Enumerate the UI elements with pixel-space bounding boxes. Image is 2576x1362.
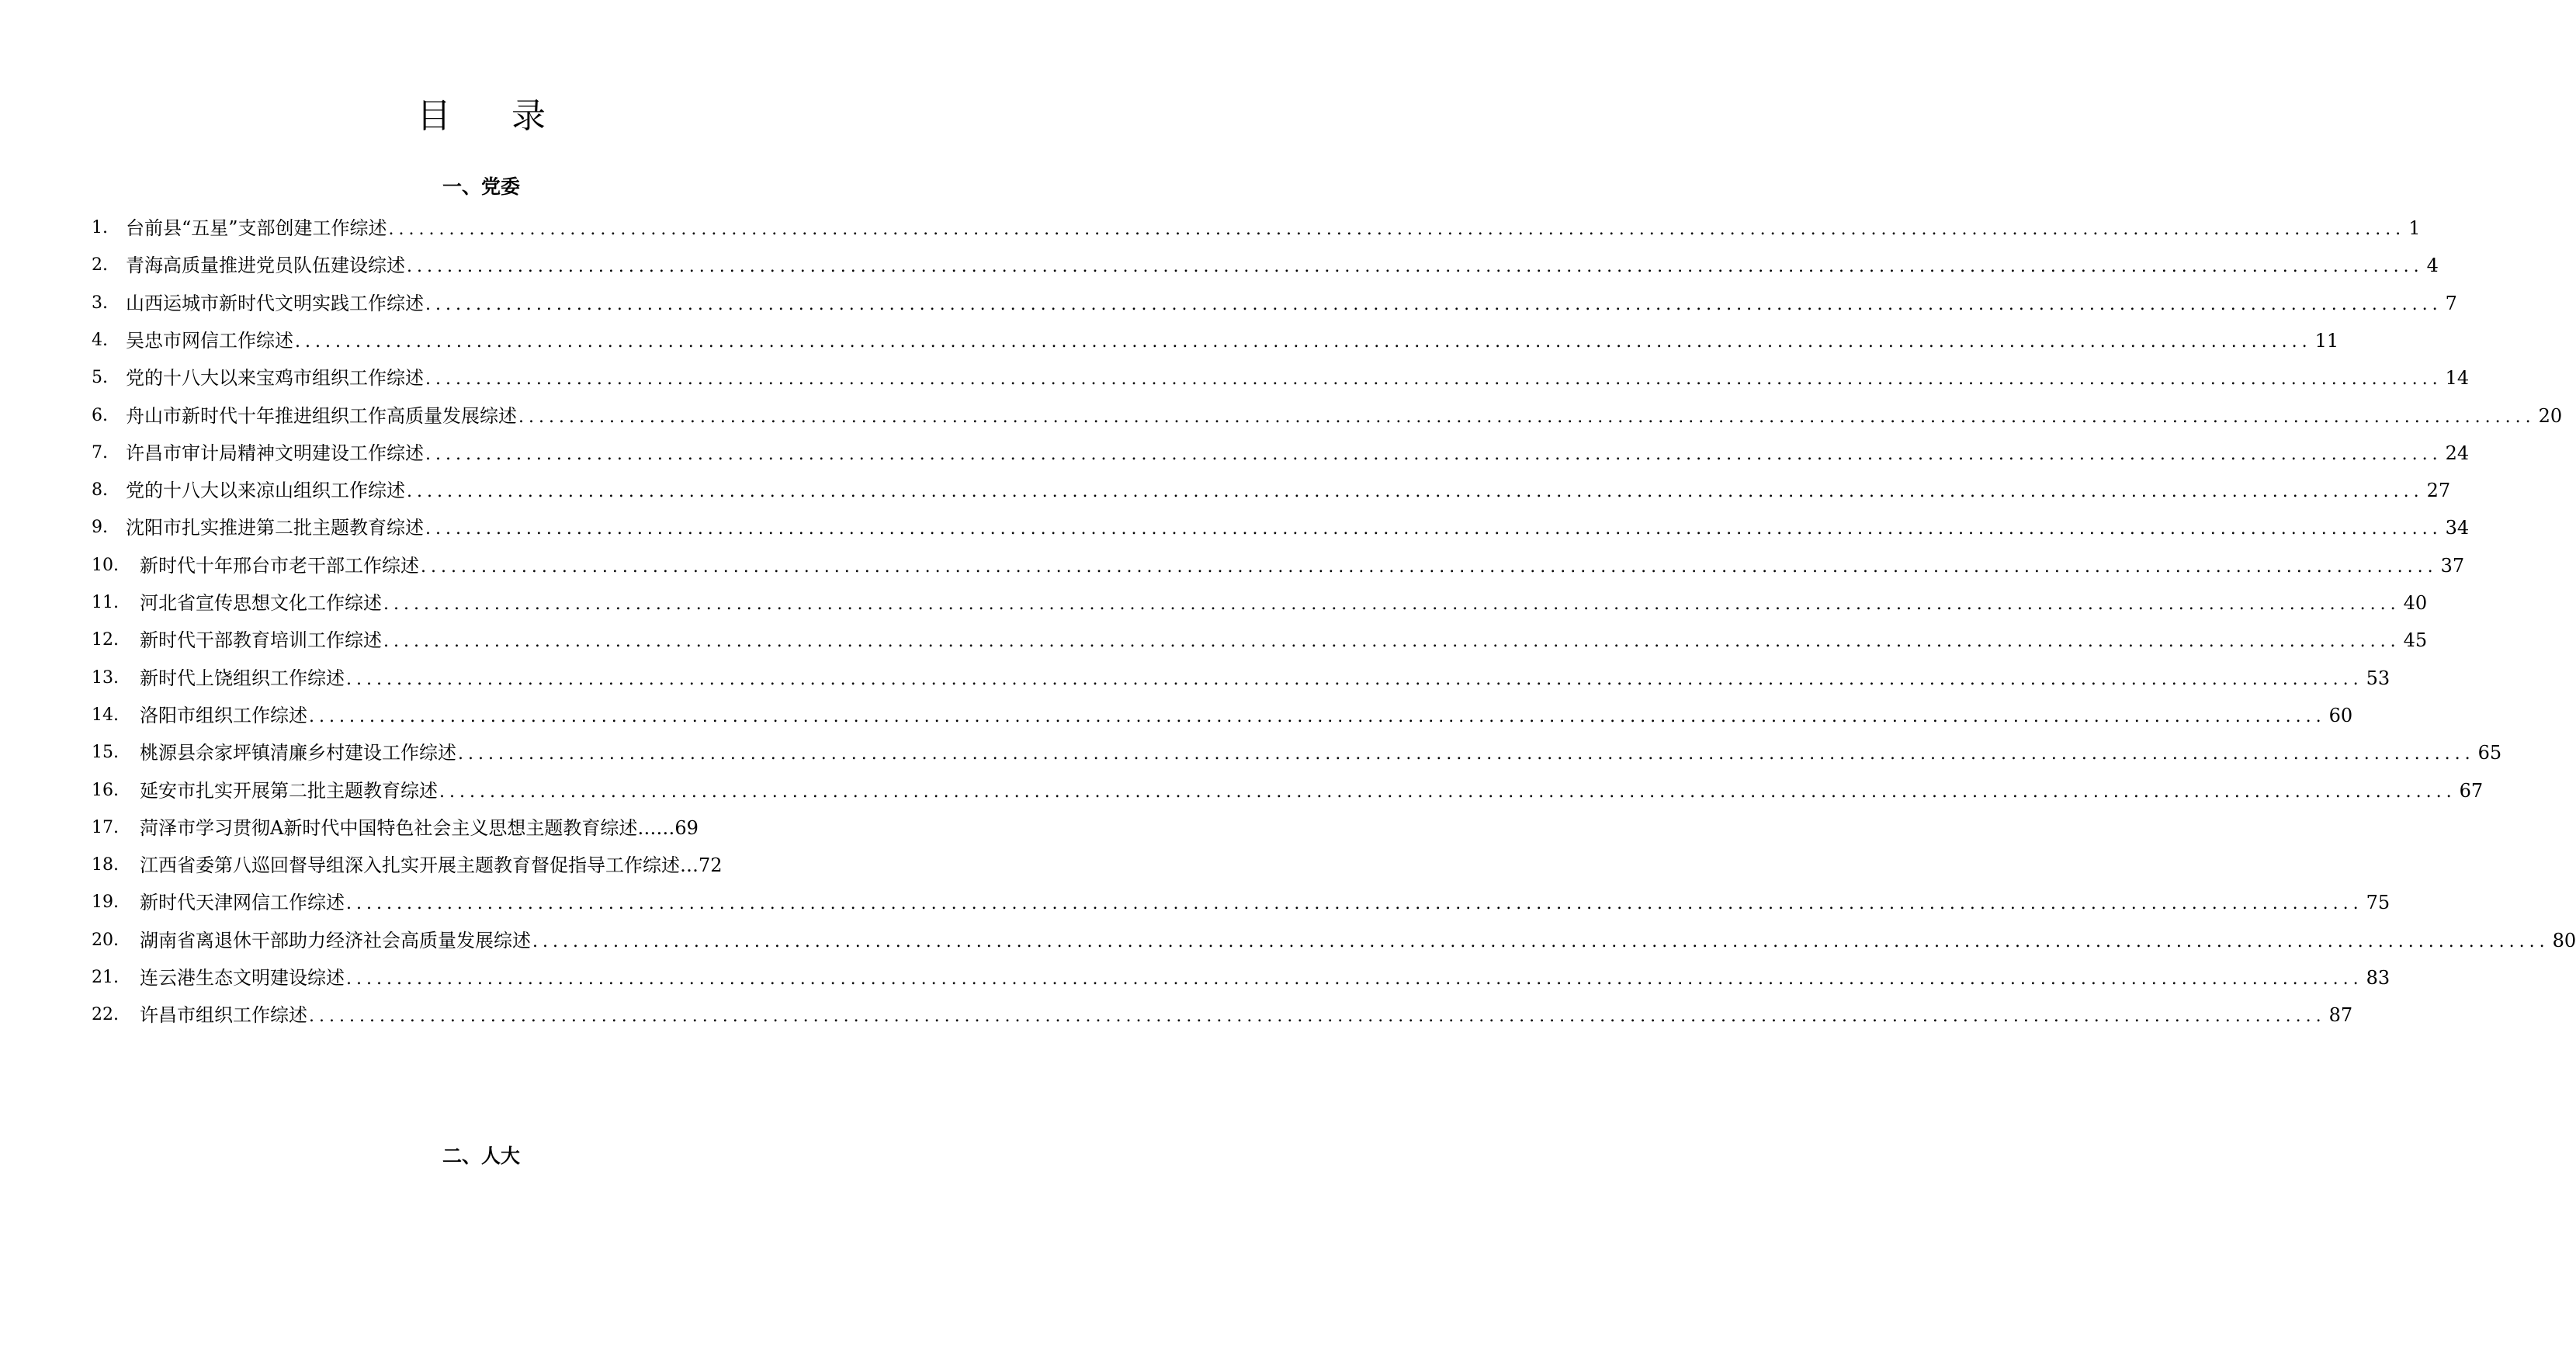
toc-entry-number: 15. [92,743,119,763]
toc-entry-title: 延安市扎实开展第二批主题教育综述 [140,779,438,802]
toc-entry-page-number: 83 [2366,967,2391,989]
toc-entry-line [140,887,2391,920]
toc-dot-leader: ........................................................................................................................................................................................................ [425,294,2443,314]
toc-dot-leader: ........................................................................................................................................................................................................ [439,782,2456,802]
toc-entry[interactable] [0,625,2428,656]
toc-dot-leader: ........................................................................................................................................................................................................ [346,669,2363,689]
toc-entry-line [126,400,2563,433]
toc-entry-title: 党的十八大以来宝鸡市组织工作综述 [126,367,424,390]
toc-entry[interactable] [0,550,2465,581]
toc-entry-title: 舟山市新时代十年推进组织工作高质量发展综述 [126,404,517,427]
toc-dot-leader: ........................................................................................................................................................................................................ [425,369,2443,390]
toc-entry[interactable] [0,887,2391,918]
toc-entry-line [140,813,699,844]
toc-entry-line [140,587,2428,620]
toc-entry-page-number: 34 [2445,517,2470,539]
toc-entry-number: 7. [92,442,108,463]
toc-entry-line [126,438,2470,470]
toc-entry[interactable] [0,850,962,881]
toc-dot-leader: ........................................................................................................................................................................................................ [458,744,2475,764]
section-heading-party-committee: 一、党委 [442,175,520,198]
toc-dot-leader: ........................................................................................................................................................................................................ [346,969,2363,989]
toc-entry[interactable] [0,288,2457,319]
toc-entry[interactable] [0,925,2576,956]
toc-entry-line [140,625,2428,657]
toc-entry-number: 20. [92,930,119,950]
toc-dot-leader: ........................................................................................................................................................................................................ [383,632,2401,652]
toc-entry-title: 吴忠市网信工作综述 [126,329,293,352]
toc-dot-leader: ........................................................................................................................................................................................................ [383,594,2401,614]
toc-entry-number: 3. [92,293,108,313]
toc-entry-page-number: 11 [2314,329,2339,352]
toc-entry[interactable] [0,512,2470,543]
toc-entry-number: 5. [92,368,108,388]
toc-dot-leader: ........................................................................................................................................................................................................ [309,706,2326,726]
toc-entry-title: 新时代十年邢台市老干部工作综述 [140,554,419,577]
toc-dot-leader: ........................................................................................................................................................................................................ [532,931,2550,951]
toc-entry-page-number: 53 [2366,667,2391,689]
toc-entry-number: 11. [92,593,119,612]
toc-entry-page-number: 4 [2426,255,2439,277]
toc-dot-leader: ........................................................................................................................................................................................................ [388,220,2406,239]
toc-entry-page-number: 75 [2366,892,2391,914]
toc-entry-page-number: 87 [2328,1004,2353,1027]
toc-entry[interactable] [0,737,2502,768]
toc-entry[interactable] [0,587,2428,619]
toc-entry-line [140,550,2465,583]
toc-entry-page-number: 65 [2477,742,2502,764]
toc-entry-line [126,288,2457,321]
toc-entry-line [126,325,2339,358]
toc-entry-title: 湖南省离退休干部助力经济社会高质量发展综述 [140,929,531,951]
toc-entry-number: 6. [92,405,108,425]
toc-entry-line [140,663,2391,695]
toc-entry-line [140,1000,2353,1032]
toc-entry-number: 22. [92,1005,119,1025]
toc-dot-leader: ........................................................................................................................................................................................................ [309,1007,2326,1027]
toc-entry-title: 沈阳市扎实推进第二批主题教育综述 [126,517,424,539]
toc-entry-page-number: 20 [2538,404,2563,427]
section-heading-npc: 二、人大 [442,1145,520,1167]
toc-entry-title: 许昌市审计局精神文明建设工作综述 [126,442,424,464]
toc-dot-leader: ........................................................................................................................................................................................................ [346,894,2363,914]
toc-dot-leader: ........................................................................................................................................................................................................ [407,482,2424,502]
toc-entry-number: 10. [92,555,119,575]
toc-entry-line [140,700,2353,733]
toc-entry-title: 江西省委第八巡回督导组深入扎实开展主题教育督促指导工作综述…72 [140,854,723,877]
toc-entry-title: 青海高质量推进党员队伍建设综述 [126,255,405,277]
toc-entry[interactable] [0,475,2451,506]
toc-entry[interactable] [0,663,2391,694]
toc-entry[interactable] [0,438,2470,469]
toc-entry[interactable] [0,813,962,844]
toc-entry-page-number: 1 [2408,217,2421,239]
toc-entry-number: 1. [92,218,108,237]
toc-entry-page-number: 37 [2440,554,2465,577]
toc-entry-number: 21. [92,968,119,987]
toc-entry-title: 河北省宣传思想文化工作综述 [140,592,382,614]
toc-entry-number: 17. [92,817,119,837]
toc-entry-number: 14. [92,705,119,725]
toc-dot-leader: ........................................................................................................................................................................................................ [407,257,2424,277]
toc-entry-title: 山西运城市新时代文明实践工作综述 [126,292,424,314]
toc-entry-number: 18. [92,855,119,875]
toc-entry[interactable] [0,775,2484,806]
toc-dot-leader: ........................................................................................................................................................................................................ [295,331,2312,352]
toc-entry-page-number: 45 [2403,629,2428,652]
toc-entry-number: 9. [92,518,108,538]
toc-entry-number: 8. [92,480,108,501]
toc-entry-line [126,512,2470,545]
toc-entry-page-number: 7 [2445,292,2457,314]
toc-entry-page-number: 24 [2445,442,2470,464]
toc-entry-title: 连云港生态文明建设综述 [140,967,345,989]
toc-entry-number: 19. [92,892,119,913]
toc-entry-title: 洛阳市组织工作综述 [140,704,307,726]
toc-entry-line [126,250,2439,282]
toc-entry-title: 新时代天津网信工作综述 [140,892,345,914]
toc-entry[interactable] [0,362,2470,393]
toc-entry-line [140,737,2502,770]
toc-entry-page-number: 60 [2328,704,2353,726]
toc-entry-number: 13. [92,667,119,688]
toc-entry[interactable] [0,962,2391,993]
toc-entry[interactable] [0,400,2563,431]
toc-entry-title: 新时代干部教育培训工作综述 [140,629,382,652]
page-title: 目 录 [417,96,570,136]
toc-dot-leader: ........................................................................................................................................................................................................ [518,407,2536,427]
toc-dot-leader: ........................................................................................................................................................................................................ [421,556,2438,577]
toc-entry-title: 台前县“五星”支部创建工作综述 [126,217,387,239]
toc-entry-number: 16. [92,780,119,800]
toc-entry[interactable] [0,700,2353,731]
toc-entry-number: 12. [92,630,119,650]
toc-entry-number: 4. [92,330,108,350]
toc-entry-title: 菏泽市学习贯彻A新时代中国特色社会主义思想主题教育综述……69 [140,816,699,839]
toc-entry-page-number: 14 [2445,367,2470,390]
toc-entry-number: 2. [92,255,108,276]
toc-entry-page-number: 80 [2552,929,2576,951]
toc-entry-title: 桃源县佘家坪镇清廉乡村建设工作综述 [140,742,456,764]
toc-dot-leader: ........................................................................................................................................................................................................ [425,519,2443,539]
toc-entry-title: 新时代上饶组织工作综述 [140,667,345,689]
toc-entry-line [140,775,2484,808]
toc-entry-line [126,213,2421,245]
toc-dot-leader: ........................................................................................................................................................................................................ [425,444,2443,464]
toc-entry[interactable] [0,250,2439,281]
toc-entry-line [140,925,2576,958]
toc-entry-line [140,962,2391,995]
toc-entry-line [126,362,2470,395]
toc-entry[interactable] [0,213,2421,244]
toc-entry-page-number: 27 [2426,480,2451,502]
toc-entry[interactable] [0,325,2339,356]
toc-entry-title: 党的十八大以来凉山组织工作综述 [126,480,405,502]
toc-entry-page-number: 67 [2459,779,2484,802]
toc-entry-line [126,475,2451,508]
toc-entry[interactable] [0,1000,2353,1031]
toc-entry-page-number: 40 [2403,592,2428,614]
toc-entry-title: 许昌市组织工作综述 [140,1004,307,1027]
toc-entry-line [140,850,723,881]
